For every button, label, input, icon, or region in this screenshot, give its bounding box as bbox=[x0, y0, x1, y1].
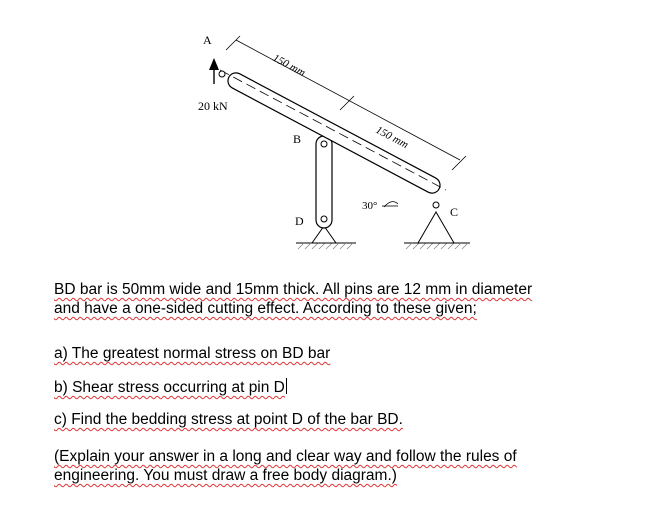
label-dim-bottom: 150 mm bbox=[373, 124, 411, 152]
load-arrow bbox=[209, 58, 219, 84]
label-b: B bbox=[293, 132, 302, 146]
part-c-text: c) Find the bedding stress at point D of the bar BD. bbox=[54, 411, 403, 428]
label-dim-top: 150 mm bbox=[270, 52, 308, 80]
bar-bd bbox=[316, 136, 332, 228]
label-a: A bbox=[203, 33, 212, 47]
pin-a bbox=[219, 71, 225, 77]
note-line-2: engineering. You must draw a free body diagram.) bbox=[54, 467, 397, 484]
label-c: C bbox=[450, 205, 459, 219]
part-b[interactable] bbox=[54, 378, 287, 397]
intro-line-2: and have a one-sided cutting effect. According to these given; bbox=[54, 300, 477, 317]
bar-ac-centerline bbox=[220, 70, 446, 190]
label-angle: 30° bbox=[362, 200, 378, 212]
part-a bbox=[54, 345, 330, 363]
label-load: 20 kN bbox=[198, 99, 228, 113]
part-c bbox=[54, 411, 403, 429]
text-cursor bbox=[286, 378, 287, 394]
part-b-text: b) Shear stress occurring at pin D bbox=[54, 379, 285, 396]
part-a-text: a) The greatest normal stress on BD bar bbox=[54, 345, 331, 362]
pin-b bbox=[321, 141, 327, 147]
pin-support-c bbox=[418, 212, 454, 243]
instructions-note bbox=[54, 447, 654, 485]
label-d: D bbox=[295, 214, 304, 228]
ground-support-c bbox=[404, 243, 470, 249]
pin-c bbox=[433, 202, 439, 208]
intro-line-1: BD bar is 50mm wide and 15mm thick. All pins are 12 mm in diameter bbox=[54, 281, 533, 298]
note-line-1: (Explain your answer in a long and clear way and follow the rules of bbox=[54, 448, 517, 465]
ground-support-d bbox=[296, 243, 356, 249]
pin-d bbox=[321, 216, 327, 222]
problem-intro bbox=[54, 280, 654, 318]
